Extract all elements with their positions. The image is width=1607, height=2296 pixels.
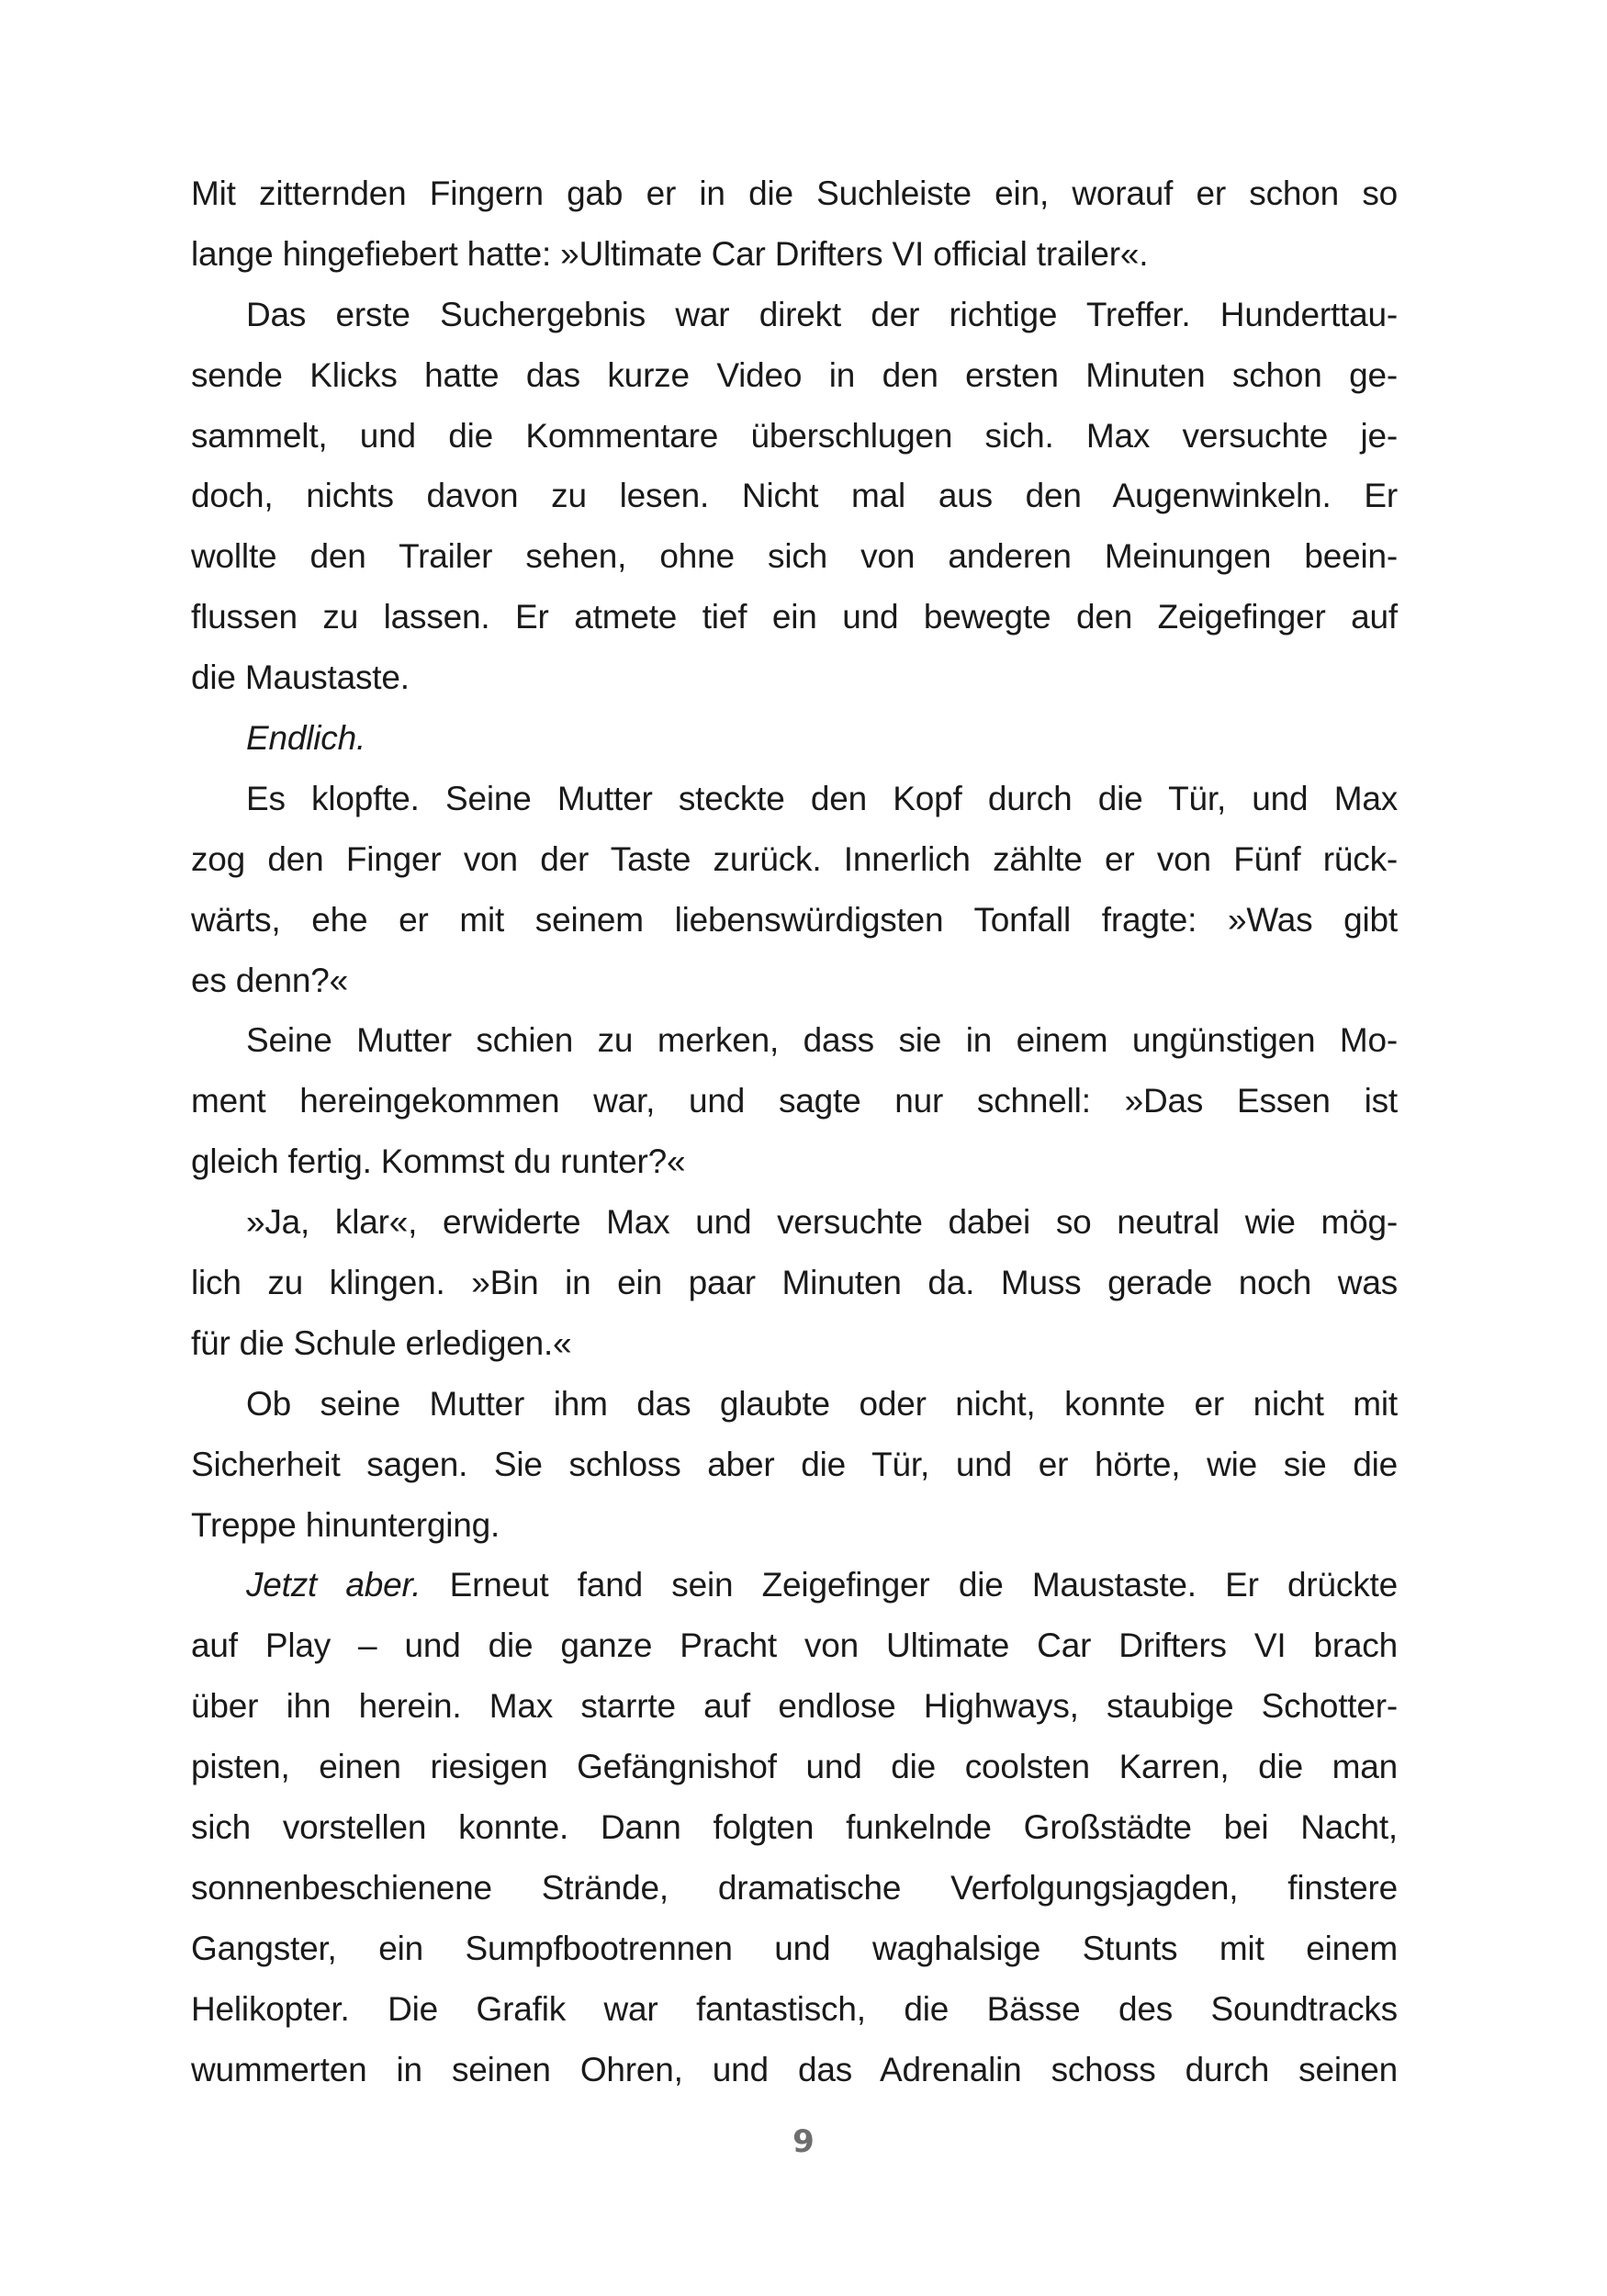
text-line: Es klopfte. Seine Mutter steckte den Kopf durch die Tür, und Max xyxy=(246,779,1398,817)
text-line: »Ja, klar«, erwiderte Max und versuchte dabei so neutral wie mög- xyxy=(246,1203,1398,1242)
text-line: lange hingefiebert hatte: »Ultimate Car Drifters VI official trailer«. xyxy=(191,234,1149,273)
text-line xyxy=(191,708,1398,769)
text-line: doch, nichts davon zu lesen. Nicht mal aus den Augenwinkeln. Er xyxy=(191,477,1398,515)
text-line: wärts, ehe er mit seinem liebenswürdigsten Tonfall fragte: »Was gibt xyxy=(191,900,1398,939)
text-line: sonnenbeschienene Strände, dramatische Verfolgungsjagden, finstere xyxy=(191,1868,1398,1907)
text-line xyxy=(191,1555,1398,1615)
text-line: auf Play – und die ganze Pracht von Ultimate Car Drifters VI brach xyxy=(191,1626,1398,1665)
text-line: ment hereingekommen war, und sagte nur schnell: »Das Essen ist xyxy=(191,1082,1398,1120)
text-line: Mit zitternden Fingern gab er in die Suchleiste ein, worauf er schon so xyxy=(191,174,1398,212)
line-text: Erneut fand sein Zeigefinger die Maustaste. Er drückte xyxy=(421,1566,1398,1604)
text-line: wollte den Trailer sehen, ohne sich von anderen Meinungen beein- xyxy=(191,537,1398,576)
text-line: flussen zu lassen. Er atmete tief ein und bewegte den Zeigefinger auf xyxy=(191,598,1398,636)
text-line: sammelt, und die Kommentare überschlugen sich. Max versuchte je- xyxy=(191,416,1398,455)
page-number: 9 xyxy=(792,2123,815,2160)
text-line: lich zu klingen. »Bin in ein paar Minuten da. Muss gerade noch was xyxy=(191,1264,1398,1302)
text-line: über ihn herein. Max starrte auf endlose Highways, staubige Schotter- xyxy=(191,1687,1398,1726)
text-line: Treppe hinunterging. xyxy=(191,1505,500,1544)
italic-text: Endlich. xyxy=(246,719,366,758)
text-line: sich vorstellen konnte. Dann folgten funkelnde Großstädte bei Nacht, xyxy=(191,1808,1398,1847)
body-text xyxy=(191,163,1398,2100)
text-line: Gangster, ein Sumpfbootrennen und waghalsige Stunts mit einem xyxy=(191,1929,1398,1967)
text-line: Seine Mutter schien zu merken, dass sie in einem ungünstigen Mo- xyxy=(246,1021,1398,1060)
text-line: Das erste Suchergebnis war direkt der richtige Treffer. Hunderttau- xyxy=(246,295,1398,333)
text-line: gleich fertig. Kommst du runter?« xyxy=(191,1142,686,1181)
text-line: die Maustaste. xyxy=(191,658,410,697)
text-line: Ob seine Mutter ihm das glaubte oder nicht, konnte er nicht mit xyxy=(246,1384,1398,1423)
text-line: Sicherheit sagen. Sie schloss aber die Tür, und er hörte, wie sie die xyxy=(191,1445,1398,1483)
text-line: pisten, einen riesigen Gefängnishof und die coolsten Karren, die man xyxy=(191,1748,1398,1786)
text-line: wummerten in seinen Ohren, und das Adrenalin schoss durch seinen xyxy=(191,2050,1398,2088)
text-line: zog den Finger von der Taste zurück. Innerlich zählte er von Fünf rück- xyxy=(191,839,1398,878)
text-line: für die Schule erledigen.« xyxy=(191,1323,572,1362)
italic-text: Jetzt aber. xyxy=(246,1566,421,1604)
text-line: es denn?« xyxy=(191,961,349,999)
text-line: Helikopter. Die Grafik war fantastisch, die Bässe des Soundtracks xyxy=(191,1989,1398,2028)
text-line: sende Klicks hatte das kurze Video in den ersten Minuten schon ge- xyxy=(191,355,1398,394)
